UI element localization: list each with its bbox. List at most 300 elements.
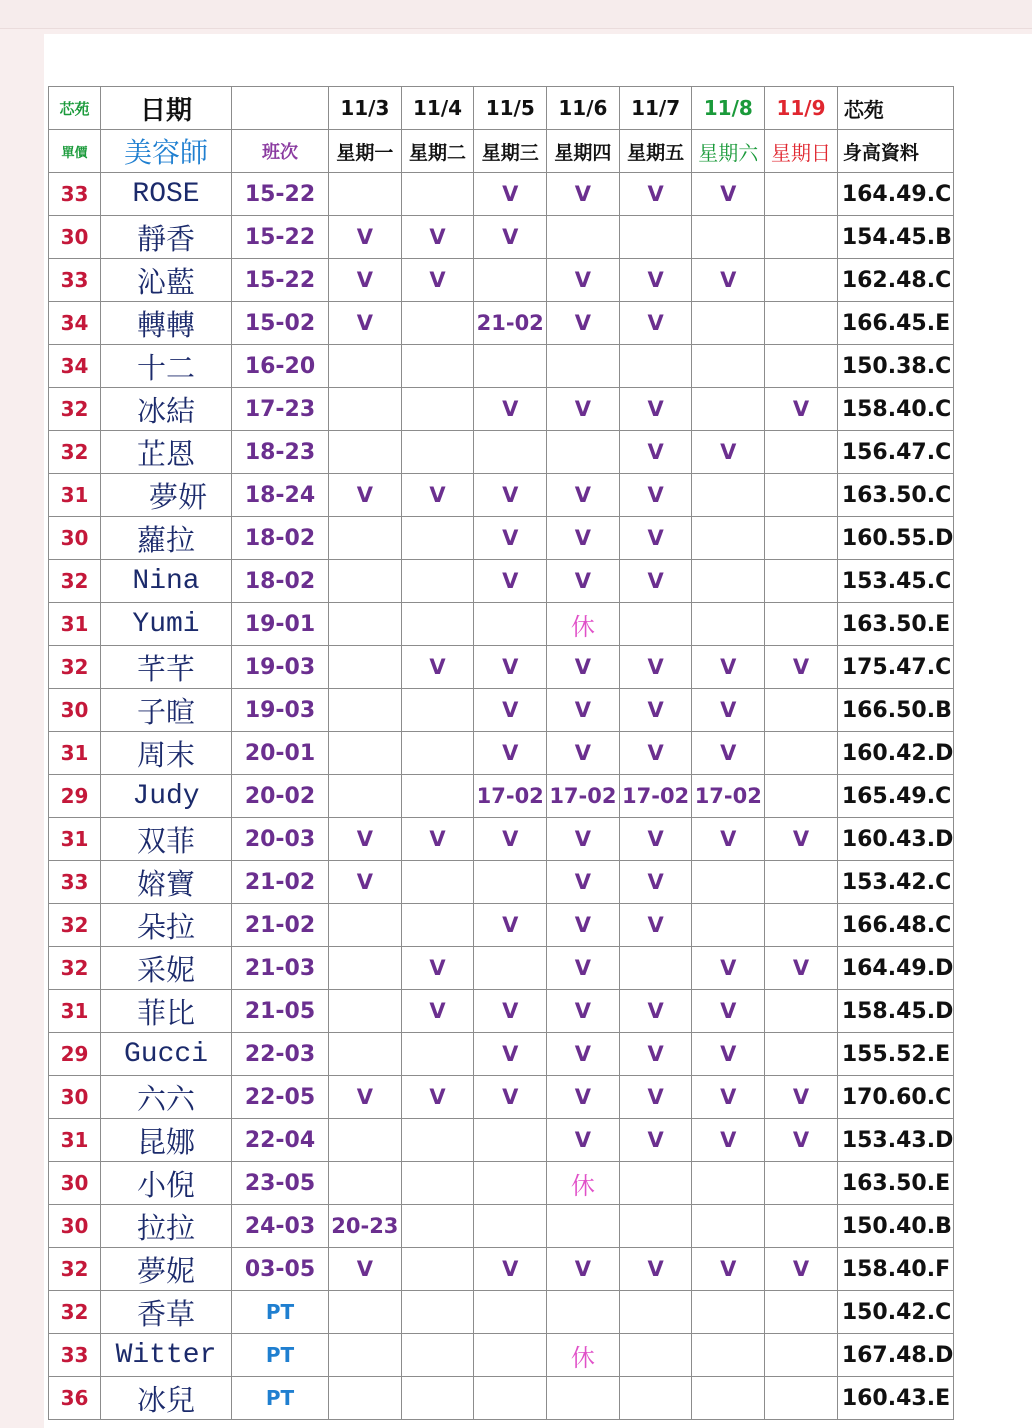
schedule-cell: V bbox=[619, 646, 692, 689]
schedule-cell: V bbox=[619, 388, 692, 431]
schedule-cell: V bbox=[692, 1119, 765, 1162]
schedule-cell: V bbox=[692, 1248, 765, 1291]
beautician-name-cell: 沁藍 bbox=[101, 259, 232, 302]
unit-price-cell: 30 bbox=[49, 1162, 101, 1205]
brand-label: 芯苑 bbox=[49, 87, 101, 130]
schedule-cell-empty bbox=[547, 1377, 620, 1420]
shift-cell: 15-22 bbox=[232, 173, 329, 216]
schedule-cell-empty bbox=[474, 1291, 547, 1334]
beautician-name-cell: 香草 bbox=[101, 1291, 232, 1334]
unit-price-cell: 36 bbox=[49, 1377, 101, 1420]
schedule-cell-empty bbox=[619, 947, 692, 990]
shift-cell: 21-02 bbox=[232, 861, 329, 904]
schedule-cell-empty bbox=[401, 173, 474, 216]
weekday-header: 星期五 bbox=[619, 130, 692, 173]
height-data-cell: 153.45.C bbox=[837, 560, 954, 603]
schedule-cell-empty bbox=[401, 1033, 474, 1076]
schedule-cell: V bbox=[692, 646, 765, 689]
schedule-cell-empty bbox=[401, 689, 474, 732]
schedule-cell-empty bbox=[474, 1162, 547, 1205]
schedule-cell-empty bbox=[765, 1334, 838, 1377]
schedule-cell: V bbox=[765, 388, 838, 431]
table-row bbox=[49, 947, 954, 990]
table-row bbox=[49, 560, 954, 603]
schedule-cell-empty bbox=[619, 1291, 692, 1334]
beautician-name-cell: Nina bbox=[101, 560, 232, 603]
table-row bbox=[49, 990, 954, 1033]
schedule-cell-empty bbox=[547, 1291, 620, 1334]
schedule-cell: 21-02 bbox=[474, 302, 547, 345]
height-label: 身高資料 bbox=[837, 130, 954, 173]
schedule-cell-empty bbox=[401, 775, 474, 818]
schedule-cell-empty bbox=[401, 345, 474, 388]
schedule-cell-empty bbox=[692, 517, 765, 560]
shift-cell: PT bbox=[232, 1377, 329, 1420]
schedule-cell-empty bbox=[329, 947, 402, 990]
unit-price-cell: 32 bbox=[49, 1291, 101, 1334]
schedule-cell: V bbox=[765, 947, 838, 990]
schedule-cell: V bbox=[619, 1119, 692, 1162]
schedule-cell-empty bbox=[474, 431, 547, 474]
unit-price-cell: 32 bbox=[49, 947, 101, 990]
schedule-cell-empty bbox=[765, 259, 838, 302]
schedule-cell-empty bbox=[692, 474, 765, 517]
table-row bbox=[49, 474, 954, 517]
schedule-cell: V bbox=[329, 259, 402, 302]
schedule-cell: V bbox=[474, 689, 547, 732]
shift-label: 班次 bbox=[232, 130, 329, 173]
schedule-cell-empty bbox=[765, 302, 838, 345]
schedule-cell-empty bbox=[692, 1377, 765, 1420]
schedule-cell-rest: 休 bbox=[547, 1162, 620, 1205]
table-row bbox=[49, 1334, 954, 1377]
schedule-cell-empty bbox=[329, 775, 402, 818]
schedule-cell-empty bbox=[329, 1162, 402, 1205]
beautician-name-cell: 昆娜 bbox=[101, 1119, 232, 1162]
schedule-cell: V bbox=[619, 818, 692, 861]
table-row bbox=[49, 646, 954, 689]
height-data-cell: 175.47.C bbox=[837, 646, 954, 689]
schedule-cell-empty bbox=[329, 1291, 402, 1334]
height-data-cell: 158.45.D bbox=[837, 990, 954, 1033]
unit-price-cell: 32 bbox=[49, 560, 101, 603]
schedule-cell-empty bbox=[765, 517, 838, 560]
table-row bbox=[49, 861, 954, 904]
height-data-cell: 150.38.C bbox=[837, 345, 954, 388]
height-data-cell: 156.47.C bbox=[837, 431, 954, 474]
schedule-cell: V bbox=[401, 259, 474, 302]
table-row bbox=[49, 775, 954, 818]
beautician-name-cell: ROSE bbox=[101, 173, 232, 216]
schedule-cell: V bbox=[474, 173, 547, 216]
schedule-cell: V bbox=[692, 173, 765, 216]
date-header: 11/6 bbox=[547, 87, 620, 130]
unit-price-cell: 31 bbox=[49, 818, 101, 861]
beautician-name-cell: 拉拉 bbox=[101, 1205, 232, 1248]
schedule-cell-empty bbox=[329, 732, 402, 775]
schedule-cell: V bbox=[329, 861, 402, 904]
schedule-cell-empty bbox=[401, 904, 474, 947]
header-row-weekdays bbox=[49, 130, 954, 173]
schedule-cell-empty bbox=[765, 1162, 838, 1205]
schedule-cell: V bbox=[401, 990, 474, 1033]
schedule-cell-empty bbox=[401, 560, 474, 603]
date-header: 11/3 bbox=[329, 87, 402, 130]
unit-price-cell: 29 bbox=[49, 1033, 101, 1076]
schedule-cell: V bbox=[692, 990, 765, 1033]
unit-price-cell: 33 bbox=[49, 861, 101, 904]
schedule-cell: V bbox=[547, 1076, 620, 1119]
schedule-cell: V bbox=[765, 818, 838, 861]
weekday-header: 星期二 bbox=[401, 130, 474, 173]
schedule-cell: V bbox=[329, 1076, 402, 1119]
schedule-cell-empty bbox=[329, 560, 402, 603]
schedule-cell: V bbox=[619, 302, 692, 345]
schedule-cell-empty bbox=[329, 603, 402, 646]
schedule-cell-empty bbox=[765, 732, 838, 775]
height-data-cell: 166.48.C bbox=[837, 904, 954, 947]
height-data-cell: 166.50.B bbox=[837, 689, 954, 732]
schedule-cell: V bbox=[329, 474, 402, 517]
beautician-name-cell: 冰兒 bbox=[101, 1377, 232, 1420]
schedule-cell-empty bbox=[401, 431, 474, 474]
schedule-cell-empty bbox=[474, 259, 547, 302]
height-data-cell: 164.49.D bbox=[837, 947, 954, 990]
height-data-cell: 166.45.E bbox=[837, 302, 954, 345]
shift-cell: 15-22 bbox=[232, 216, 329, 259]
table-row bbox=[49, 1119, 954, 1162]
shift-cell: 15-22 bbox=[232, 259, 329, 302]
schedule-cell: V bbox=[474, 560, 547, 603]
shift-cell: 18-23 bbox=[232, 431, 329, 474]
table-row bbox=[49, 1291, 954, 1334]
schedule-cell-empty bbox=[547, 431, 620, 474]
shift-cell: 19-01 bbox=[232, 603, 329, 646]
shift-cell: PT bbox=[232, 1291, 329, 1334]
height-data-cell: 163.50.C bbox=[837, 474, 954, 517]
shift-cell: 22-03 bbox=[232, 1033, 329, 1076]
schedule-cell-empty bbox=[329, 646, 402, 689]
schedule-cell-empty bbox=[619, 345, 692, 388]
schedule-cell-empty bbox=[401, 1377, 474, 1420]
beautician-name-cell: 蘿拉 bbox=[101, 517, 232, 560]
table-row bbox=[49, 1377, 954, 1420]
schedule-cell-empty bbox=[765, 173, 838, 216]
schedule-cell-empty bbox=[765, 775, 838, 818]
schedule-cell-empty bbox=[329, 904, 402, 947]
schedule-cell-empty bbox=[474, 861, 547, 904]
schedule-cell-empty bbox=[401, 388, 474, 431]
schedule-cell: V bbox=[401, 1076, 474, 1119]
schedule-cell: V bbox=[765, 1076, 838, 1119]
table-row bbox=[49, 259, 954, 302]
shift-cell: 24-03 bbox=[232, 1205, 329, 1248]
schedule-cell: 17-02 bbox=[692, 775, 765, 818]
height-data-cell: 170.60.C bbox=[837, 1076, 954, 1119]
beautician-name-cell: 夢妍 bbox=[101, 474, 232, 517]
schedule-cell: V bbox=[619, 1248, 692, 1291]
unit-price-cell: 31 bbox=[49, 990, 101, 1033]
schedule-cell-empty bbox=[329, 388, 402, 431]
table-row bbox=[49, 1033, 954, 1076]
schedule-cell-empty bbox=[401, 603, 474, 646]
schedule-cell: V bbox=[474, 474, 547, 517]
beautician-name-cell: 六六 bbox=[101, 1076, 232, 1119]
table-row bbox=[49, 345, 954, 388]
height-data-cell: 158.40.C bbox=[837, 388, 954, 431]
beautician-name-cell: 夢妮 bbox=[101, 1248, 232, 1291]
unit-price-cell: 33 bbox=[49, 259, 101, 302]
schedule-cell: V bbox=[547, 818, 620, 861]
schedule-cell-empty bbox=[765, 1205, 838, 1248]
schedule-cell-empty bbox=[765, 904, 838, 947]
beautician-name-cell: Gucci bbox=[101, 1033, 232, 1076]
height-data-cell: 153.43.D bbox=[837, 1119, 954, 1162]
schedule-cell: V bbox=[547, 517, 620, 560]
shift-cell: 18-24 bbox=[232, 474, 329, 517]
schedule-cell-empty bbox=[765, 1291, 838, 1334]
schedule-cell: V bbox=[547, 646, 620, 689]
table-row bbox=[49, 1162, 954, 1205]
schedule-cell-empty bbox=[401, 1162, 474, 1205]
beautician-name-cell: 小倪 bbox=[101, 1162, 232, 1205]
schedule-cell: V bbox=[547, 560, 620, 603]
table-row bbox=[49, 173, 954, 216]
beautician-name-cell: 嫆寶 bbox=[101, 861, 232, 904]
unit-price-cell: 31 bbox=[49, 1119, 101, 1162]
beautician-name-cell: 十二 bbox=[101, 345, 232, 388]
schedule-cell: V bbox=[474, 990, 547, 1033]
beautician-name-cell: 轉轉 bbox=[101, 302, 232, 345]
shift-cell: 17-23 bbox=[232, 388, 329, 431]
schedule-cell-empty bbox=[401, 517, 474, 560]
schedule-cell-empty bbox=[692, 1291, 765, 1334]
schedule-cell-empty bbox=[765, 1377, 838, 1420]
schedule-cell-empty bbox=[474, 1119, 547, 1162]
beautician-name-cell: 菲比 bbox=[101, 990, 232, 1033]
header-empty-cell bbox=[232, 87, 329, 130]
date-header-saturday: 11/8 bbox=[692, 87, 765, 130]
date-header-sunday: 11/9 bbox=[765, 87, 838, 130]
height-data-cell: 160.43.E bbox=[837, 1377, 954, 1420]
unit-price-cell: 32 bbox=[49, 388, 101, 431]
unit-price-cell: 32 bbox=[49, 431, 101, 474]
height-data-cell: 158.40.F bbox=[837, 1248, 954, 1291]
unit-price-cell: 30 bbox=[49, 1076, 101, 1119]
schedule-cell-empty bbox=[619, 603, 692, 646]
unit-price-cell: 31 bbox=[49, 732, 101, 775]
schedule-cell-empty bbox=[401, 732, 474, 775]
schedule-cell: V bbox=[547, 1033, 620, 1076]
table-row bbox=[49, 818, 954, 861]
schedule-cell: V bbox=[547, 388, 620, 431]
height-data-cell: 160.42.D bbox=[837, 732, 954, 775]
table-row bbox=[49, 431, 954, 474]
schedule-cell: V bbox=[547, 861, 620, 904]
shift-cell: 22-04 bbox=[232, 1119, 329, 1162]
schedule-cell: V bbox=[474, 732, 547, 775]
schedule-cell-empty bbox=[619, 1162, 692, 1205]
schedule-cell-empty bbox=[329, 431, 402, 474]
beautician-name-cell: 采妮 bbox=[101, 947, 232, 990]
beautician-name-cell: 冰結 bbox=[101, 388, 232, 431]
unit-price-cell: 31 bbox=[49, 603, 101, 646]
schedule-cell: V bbox=[547, 689, 620, 732]
schedule-cell-empty bbox=[692, 560, 765, 603]
shift-cell: PT bbox=[232, 1334, 329, 1377]
shift-cell: 18-02 bbox=[232, 560, 329, 603]
table-row bbox=[49, 1076, 954, 1119]
schedule-table bbox=[48, 86, 954, 1420]
schedule-cell-empty bbox=[765, 861, 838, 904]
schedule-cell: V bbox=[401, 474, 474, 517]
schedule-cell-empty bbox=[547, 1205, 620, 1248]
date-header: 11/7 bbox=[619, 87, 692, 130]
schedule-cell: V bbox=[474, 1076, 547, 1119]
schedule-cell-empty bbox=[692, 603, 765, 646]
beautician-name-cell: Witter bbox=[101, 1334, 232, 1377]
table-row bbox=[49, 732, 954, 775]
schedule-cell-empty bbox=[692, 302, 765, 345]
schedule-cell-empty bbox=[329, 689, 402, 732]
shift-cell: 18-02 bbox=[232, 517, 329, 560]
schedule-cell-empty bbox=[474, 947, 547, 990]
weekday-header: 星期三 bbox=[474, 130, 547, 173]
schedule-cell-empty bbox=[401, 1291, 474, 1334]
schedule-cell-empty bbox=[619, 1377, 692, 1420]
schedule-cell: V bbox=[401, 216, 474, 259]
unit-price-cell: 30 bbox=[49, 1205, 101, 1248]
height-data-cell: 154.45.B bbox=[837, 216, 954, 259]
schedule-cell: V bbox=[547, 990, 620, 1033]
schedule-cell-empty bbox=[765, 603, 838, 646]
schedule-cell-empty bbox=[692, 1334, 765, 1377]
schedule-cell-empty bbox=[692, 861, 765, 904]
height-data-cell: 162.48.C bbox=[837, 259, 954, 302]
shift-cell: 20-01 bbox=[232, 732, 329, 775]
schedule-cell: V bbox=[401, 646, 474, 689]
schedule-cell: V bbox=[765, 1248, 838, 1291]
schedule-cell: V bbox=[765, 1119, 838, 1162]
unit-price-cell: 34 bbox=[49, 302, 101, 345]
schedule-cell: V bbox=[547, 302, 620, 345]
height-data-cell: 165.49.C bbox=[837, 775, 954, 818]
beautician-name-cell: 芷恩 bbox=[101, 431, 232, 474]
schedule-cell: V bbox=[692, 1033, 765, 1076]
schedule-cell-empty bbox=[474, 1334, 547, 1377]
schedule-cell-empty bbox=[401, 1334, 474, 1377]
schedule-cell-empty bbox=[765, 431, 838, 474]
schedule-cell-empty bbox=[329, 345, 402, 388]
schedule-cell: V bbox=[619, 990, 692, 1033]
schedule-cell: V bbox=[619, 732, 692, 775]
schedule-cell-empty bbox=[329, 990, 402, 1033]
unit-price-cell: 32 bbox=[49, 904, 101, 947]
schedule-cell: V bbox=[474, 818, 547, 861]
schedule-cell: V bbox=[692, 732, 765, 775]
schedule-cell-empty bbox=[619, 1334, 692, 1377]
weekday-header-sunday: 星期日 bbox=[765, 130, 838, 173]
schedule-cell-empty bbox=[765, 560, 838, 603]
date-header: 11/5 bbox=[474, 87, 547, 130]
shift-cell: 22-05 bbox=[232, 1076, 329, 1119]
beautician-name-cell: 靜香 bbox=[101, 216, 232, 259]
schedule-cell: V bbox=[692, 1076, 765, 1119]
height-data-cell: 155.52.E bbox=[837, 1033, 954, 1076]
shift-cell: 21-03 bbox=[232, 947, 329, 990]
schedule-cell-rest: 休 bbox=[547, 1334, 620, 1377]
date-label: 日期 bbox=[101, 87, 232, 130]
schedule-cell-empty bbox=[401, 1248, 474, 1291]
schedule-cell-empty bbox=[474, 1377, 547, 1420]
schedule-cell: V bbox=[329, 1248, 402, 1291]
beautician-name-cell: 子暄 bbox=[101, 689, 232, 732]
schedule-cell: V bbox=[765, 646, 838, 689]
table-row bbox=[49, 1248, 954, 1291]
shift-cell: 19-03 bbox=[232, 689, 329, 732]
schedule-cell: V bbox=[474, 1248, 547, 1291]
schedule-cell-rest: 休 bbox=[547, 603, 620, 646]
schedule-cell: V bbox=[474, 517, 547, 560]
schedule-cell: V bbox=[692, 431, 765, 474]
schedule-cell: V bbox=[619, 560, 692, 603]
schedule-cell: V bbox=[547, 732, 620, 775]
schedule-cell: V bbox=[692, 947, 765, 990]
top-bar bbox=[0, 0, 1032, 29]
schedule-cell: V bbox=[474, 216, 547, 259]
schedule-cell-empty bbox=[329, 173, 402, 216]
schedule-cell-empty bbox=[329, 1334, 402, 1377]
schedule-cell-empty bbox=[329, 517, 402, 560]
beautician-name-cell: 朵拉 bbox=[101, 904, 232, 947]
schedule-cell-empty bbox=[765, 345, 838, 388]
shift-cell: 19-03 bbox=[232, 646, 329, 689]
shift-cell: 21-05 bbox=[232, 990, 329, 1033]
beautician-name-cell: Yumi bbox=[101, 603, 232, 646]
schedule-cell: V bbox=[474, 904, 547, 947]
schedule-cell: V bbox=[619, 861, 692, 904]
unit-price-cell: 31 bbox=[49, 474, 101, 517]
schedule-cell: 17-02 bbox=[547, 775, 620, 818]
schedule-cell-empty bbox=[474, 1205, 547, 1248]
schedule-cell: 20-23 bbox=[329, 1205, 402, 1248]
schedule-cell-empty bbox=[692, 904, 765, 947]
schedule-cell-empty bbox=[765, 990, 838, 1033]
schedule-cell-empty bbox=[401, 302, 474, 345]
shift-cell: 03-05 bbox=[232, 1248, 329, 1291]
weekday-header: 星期四 bbox=[547, 130, 620, 173]
schedule-cell-empty bbox=[765, 474, 838, 517]
height-data-cell: 163.50.E bbox=[837, 1162, 954, 1205]
beautician-name-cell: 周末 bbox=[101, 732, 232, 775]
unit-price-cell: 34 bbox=[49, 345, 101, 388]
shift-cell: 21-02 bbox=[232, 904, 329, 947]
schedule-cell-empty bbox=[692, 1205, 765, 1248]
date-header: 11/4 bbox=[401, 87, 474, 130]
shift-cell: 16-20 bbox=[232, 345, 329, 388]
weekday-header: 星期一 bbox=[329, 130, 402, 173]
schedule-sheet bbox=[44, 34, 1032, 1428]
height-data-cell: 167.48.D bbox=[837, 1334, 954, 1377]
table-row bbox=[49, 302, 954, 345]
schedule-cell-empty bbox=[692, 1162, 765, 1205]
schedule-cell: V bbox=[329, 302, 402, 345]
unit-price-cell: 29 bbox=[49, 775, 101, 818]
schedule-cell-empty bbox=[474, 345, 547, 388]
schedule-cell-empty bbox=[619, 1205, 692, 1248]
schedule-cell: V bbox=[619, 904, 692, 947]
shift-cell: 20-03 bbox=[232, 818, 329, 861]
